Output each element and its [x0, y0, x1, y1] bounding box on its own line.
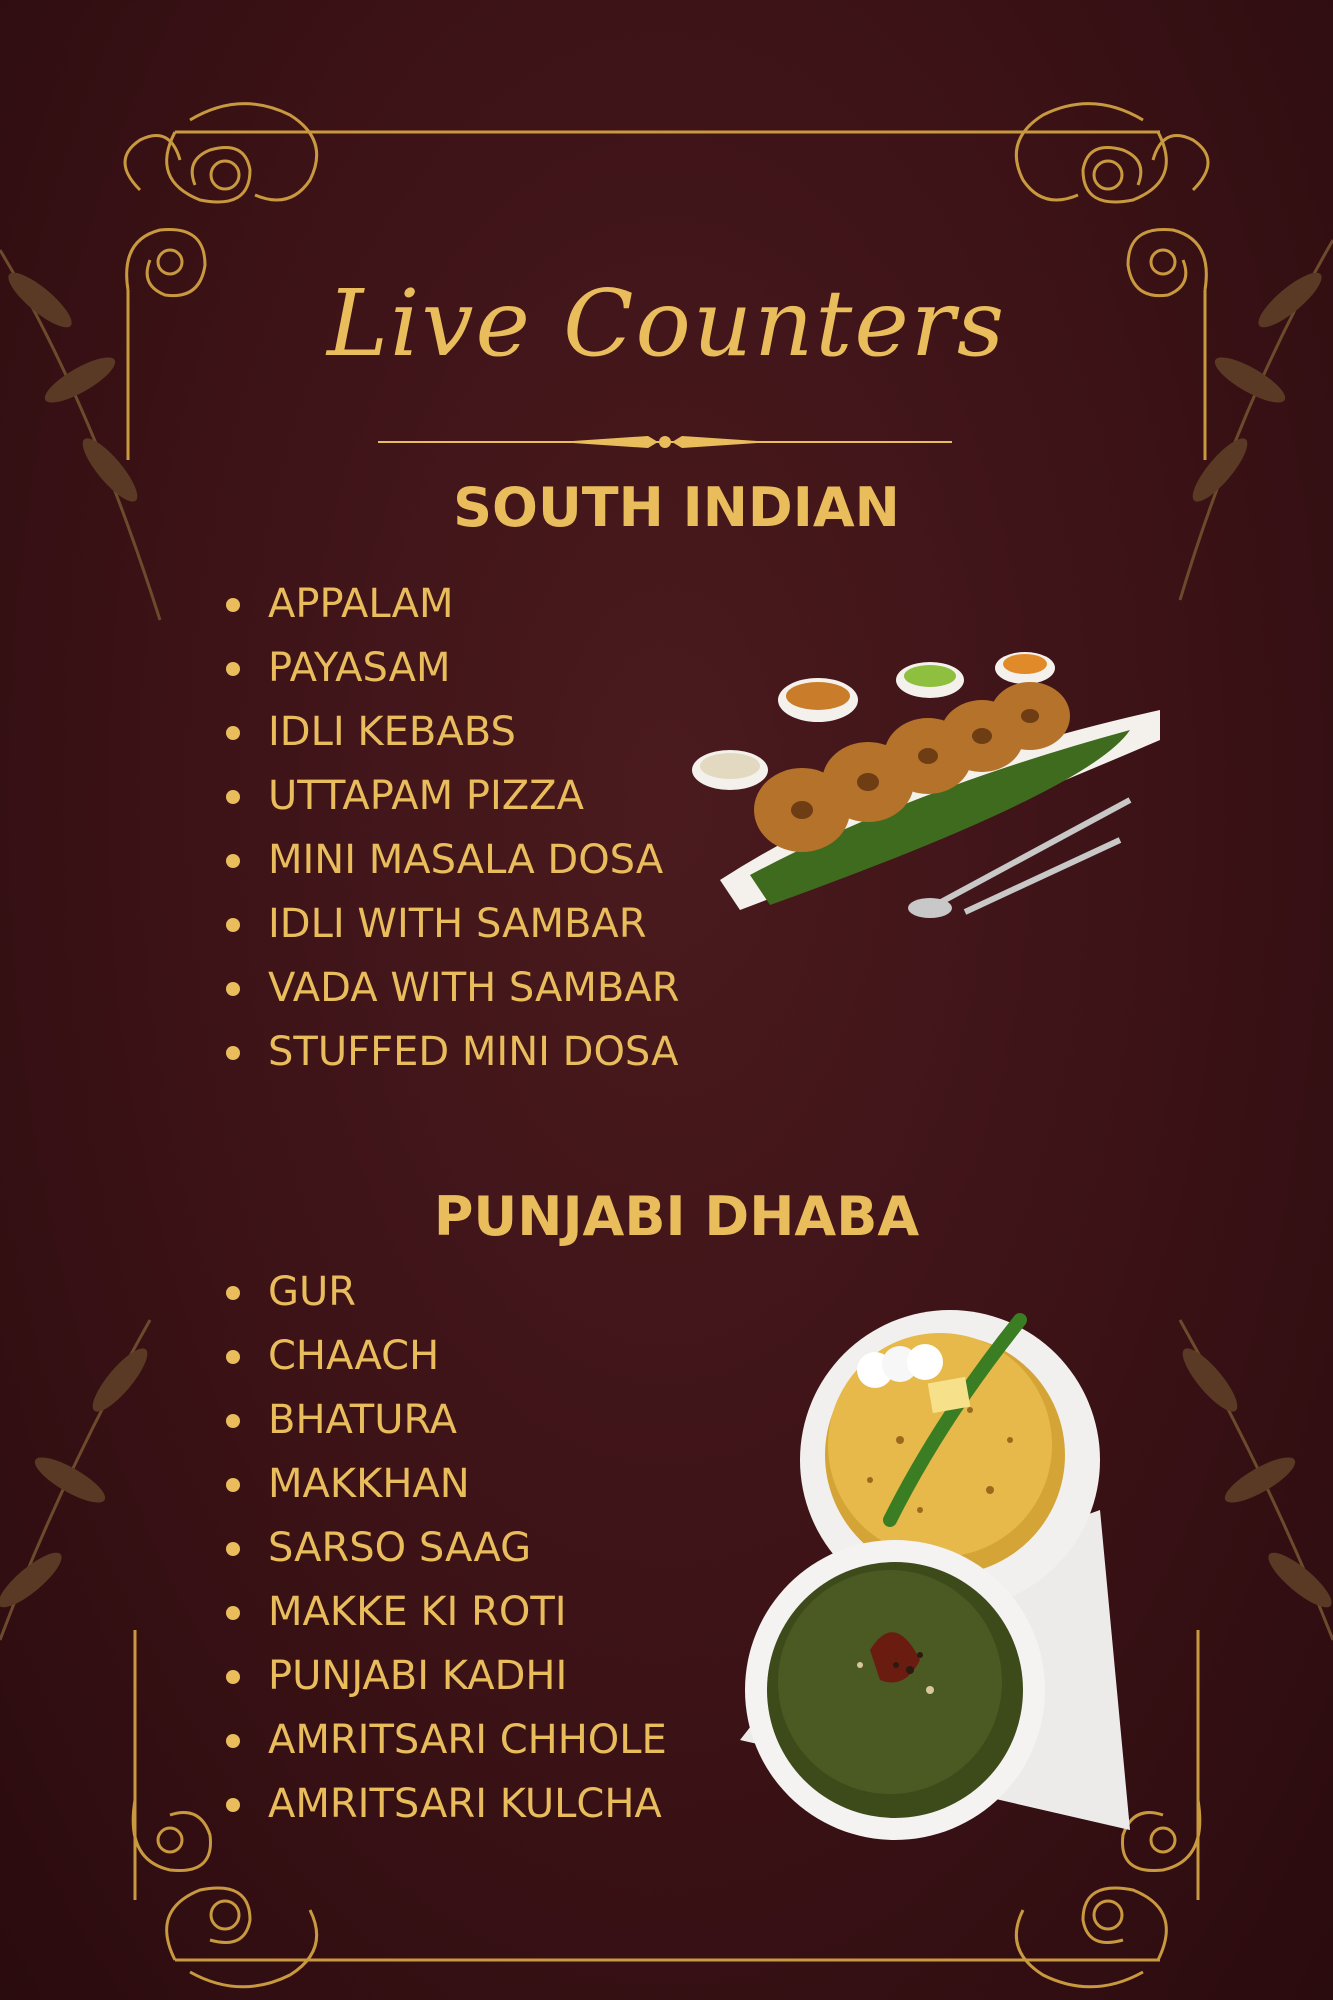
- list-item: IDLI WITH SAMBAR: [222, 892, 680, 956]
- bullet-icon: [226, 1478, 240, 1492]
- list-item: AMRITSARI KULCHA: [222, 1772, 667, 1836]
- bullet-icon: [226, 982, 240, 996]
- list-item: STUFFED MINI DOSA: [222, 1020, 680, 1084]
- list-item: PAYASAM: [222, 636, 680, 700]
- bullet-icon: [226, 1670, 240, 1684]
- section-heading-punjabi-dhaba: PUNJABI DHABA: [433, 1185, 920, 1248]
- list-item: APPALAM: [222, 572, 680, 636]
- list-item: MAKKHAN: [222, 1452, 667, 1516]
- vada-sambar-plate-image: [690, 650, 1170, 950]
- bullet-icon: [226, 1542, 240, 1556]
- bullet-icon: [226, 726, 240, 740]
- list-item: VADA WITH SAMBAR: [222, 956, 680, 1020]
- bullet-icon: [226, 1046, 240, 1060]
- list-item: CHAACH: [222, 1324, 667, 1388]
- bullet-icon: [226, 854, 240, 868]
- bullet-icon: [226, 1414, 240, 1428]
- makki-roti-sarson-saag-image: [720, 1270, 1140, 1890]
- punjabi-dhaba-list: [222, 1260, 667, 1836]
- bullet-icon: [226, 598, 240, 612]
- bullet-icon: [226, 1286, 240, 1300]
- list-item: UTTAPAM PIZZA: [222, 764, 680, 828]
- bullet-icon: [226, 1350, 240, 1364]
- bullet-icon: [226, 790, 240, 804]
- list-item: AMRITSARI CHHOLE: [222, 1708, 667, 1772]
- list-item: PUNJABI KADHI: [222, 1644, 667, 1708]
- list-item: MINI MASALA DOSA: [222, 828, 680, 892]
- bullet-icon: [226, 1798, 240, 1812]
- list-item: GUR: [222, 1260, 667, 1324]
- south-indian-list: [222, 572, 680, 1084]
- section-heading-south-indian: SOUTH INDIAN: [453, 476, 900, 539]
- bullet-icon: [226, 1606, 240, 1620]
- list-item: BHATURA: [222, 1388, 667, 1452]
- bullet-icon: [226, 1734, 240, 1748]
- list-item: SARSO SAAG: [222, 1516, 667, 1580]
- bullet-icon: [226, 662, 240, 676]
- page-title: Live Counters: [326, 270, 1007, 377]
- title-divider: [378, 432, 952, 452]
- list-item: IDLI KEBABS: [222, 700, 680, 764]
- bullet-icon: [226, 918, 240, 932]
- list-item: MAKKE KI ROTI: [222, 1580, 667, 1644]
